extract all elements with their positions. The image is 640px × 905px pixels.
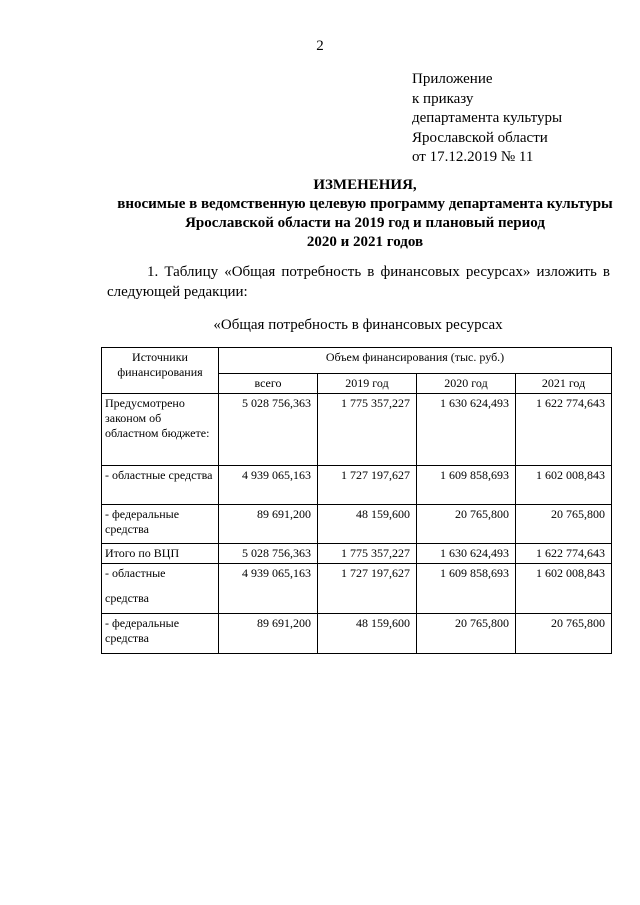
table-row [102,466,612,505]
cell-value: 4 939 065,163 [219,466,318,505]
cell-value: 5 028 756,363 [219,394,318,466]
title-line: 2020 и 2021 годов [306,234,424,250]
header-source: Источники финансирования [102,348,219,394]
appendix-line: департамента культуры [412,110,563,126]
row-label-part: - областные [105,566,166,580]
cell-value: 48 159,600 [318,505,417,544]
table-row [102,394,612,466]
row-label: - федеральные средства [102,505,219,544]
row-label-part: средства [105,591,150,605]
table-caption: «Общая потребность в финансовых ресурсах [213,317,503,333]
cell-value: 1 622 774,643 [516,544,612,564]
column-header: 2019 год [318,374,417,394]
cell-value: 1 727 197,627 [318,466,417,505]
cell-value: 1 630 624,493 [417,394,516,466]
row-label: - областные средства [102,466,219,505]
appendix-line: Приложение [412,71,493,87]
cell-value: 1 622 774,643 [516,394,612,466]
page-number: 2 [316,38,324,54]
document-title [60,176,640,252]
cell-value: 20 765,800 [417,614,516,654]
cell-value: 20 765,800 [516,505,612,544]
row-label [102,564,219,614]
cell-value: 1 630 624,493 [417,544,516,564]
cell-value: 89 691,200 [219,505,318,544]
cell-value: 1 602 008,843 [516,564,612,614]
cell-value: 20 765,800 [516,614,612,654]
cell-value: 5 028 756,363 [219,544,318,564]
cell-value: 20 765,800 [417,505,516,544]
row-label: Предусмотрено законом об областном бюджете: [102,394,219,466]
cell-value: 1 775 357,227 [318,544,417,564]
cell-value: 4 939 065,163 [219,564,318,614]
appendix-line: Ярославской области [412,129,548,146]
title-line: вносимые в ведомственную целевую программу департамента культуры [117,196,613,212]
cell-value: 1 775 357,227 [318,394,417,466]
appendix-line: к приказу [412,90,474,107]
cell-value: 1 602 008,843 [516,466,612,505]
row-label: Итого по ВЦП [102,544,219,564]
column-header: 2021 год [516,374,612,394]
cell-value: 1 727 197,627 [318,564,417,614]
column-header: всего [219,374,318,394]
row-label: - федеральные средства [102,614,219,654]
table-row [102,614,612,654]
cell-value: 1 609 858,693 [417,466,516,505]
title-line: ИЗМЕНЕНИЯ, [313,177,417,193]
financing-table [101,347,612,654]
header-volume: Объем финансирования (тыс. руб.) [219,348,612,374]
title-line: Ярославской области на 2019 год и плановый период [185,215,545,231]
column-header: 2020 год [417,374,516,394]
cell-value: 89 691,200 [219,614,318,654]
appendix-block [412,70,562,168]
table-row [102,564,612,614]
body-paragraph: 1. Таблицу «Общая потребность в финансовых ресурсах» изложить в следующей редакции: [107,264,610,300]
table-row [102,544,612,564]
cell-value: 48 159,600 [318,614,417,654]
appendix-line: от 17.12.2019 № 11 [412,149,534,165]
cell-value: 1 609 858,693 [417,564,516,614]
table-row [102,505,612,544]
